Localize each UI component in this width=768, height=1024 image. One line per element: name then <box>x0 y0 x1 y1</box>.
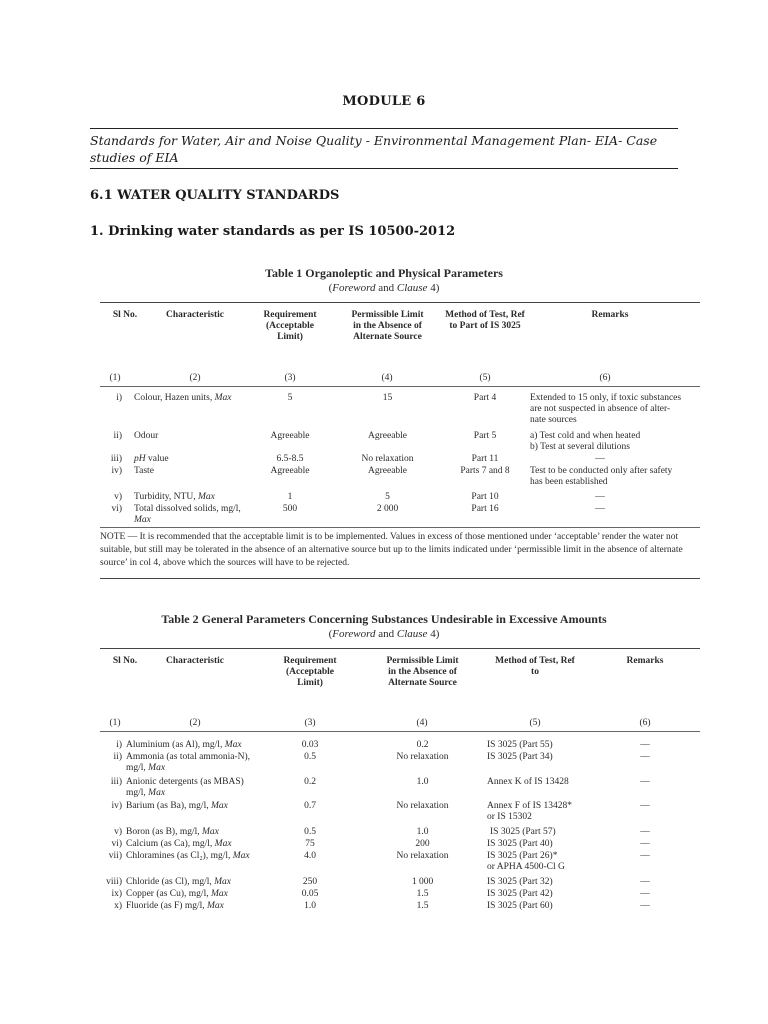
remarks: Test to be conducted only after safety has been established <box>530 466 673 487</box>
method: IS 3025 (Part 55) <box>487 740 553 750</box>
sl-number: iii) <box>110 454 122 464</box>
method: Annex F of IS 13428* or IS 15302 <box>487 801 572 822</box>
method: Part 16 <box>471 504 499 514</box>
sl-number: viii) <box>106 877 122 887</box>
remarks: — <box>595 504 605 514</box>
requirement: 0.05 <box>301 889 319 899</box>
module-subtitle: Standards for Water, Air and Noise Quality - Environmental Management Plan- EIA- Case studies of EIA <box>90 133 658 165</box>
table-1-subtitle: (Foreword and Clause 4) <box>328 282 440 294</box>
table-1-bottom-rule <box>100 578 700 579</box>
table-1-header-remarks: Remarks <box>591 310 629 320</box>
table-1-colnum: (4) <box>381 373 393 383</box>
table-2-header-sl: Sl No. <box>112 656 138 666</box>
subsection-heading: 1. Drinking water standards as per IS 10500-2012 <box>90 224 456 239</box>
table-1-header-characteristic: Characteristic <box>165 310 225 320</box>
characteristic: Total dissolved solids, mg/l, Max <box>134 504 241 525</box>
method: IS 3025 (Part 32) <box>487 877 553 887</box>
method: IS 3025 (Part 40) <box>487 839 553 849</box>
permissible: Agreeable <box>367 466 408 476</box>
sl-number: iv) <box>111 801 122 811</box>
table-2-colnum: (6) <box>639 718 651 728</box>
remarks: — <box>640 851 650 861</box>
requirement: Agreeable <box>270 431 310 441</box>
requirement: 0.5 <box>304 827 316 837</box>
remarks: — <box>640 827 650 837</box>
remarks: Extended to 15 only, if toxic substances are not suspected in absence of alter- nate sources <box>530 393 682 425</box>
table-2-colnum: (4) <box>416 718 428 728</box>
requirement: 75 <box>305 839 315 849</box>
permissible: 1.0 <box>416 777 429 787</box>
permissible: 0.2 <box>416 740 429 750</box>
table-1-note: NOTE — It is recommended that the acceptable limit is to be implemented. Values in excess of those mentioned under ‘acceptable’ render the water not suitable, but still may be tolerated in the absence of an alternative source but up to the limits indicated under ‘permissible limit in the absence of alternate source’ in col 4, above which the sources will have to be rejected. <box>100 532 683 568</box>
table-2-header-remarks: Remarks <box>626 656 664 666</box>
method: IS 3025 (Part 42) <box>487 889 553 899</box>
characteristic: Aluminium (as Al), mg/l, Max <box>126 740 242 750</box>
sl-number: ii) <box>113 752 122 762</box>
method: Part 10 <box>471 492 499 502</box>
requirement: 6.5-8.5 <box>276 454 304 464</box>
requirement: 0.2 <box>304 777 316 787</box>
requirement: 4.0 <box>304 851 316 861</box>
characteristic: Odour <box>134 431 159 441</box>
characteristic: Taste <box>134 466 154 476</box>
sl-number: vi) <box>111 504 122 514</box>
requirement: 0.5 <box>304 752 316 762</box>
remarks: — <box>595 454 605 464</box>
sl-number: iii) <box>110 777 122 787</box>
method: IS 3025 (Part 60) <box>487 901 553 911</box>
permissible: No relaxation <box>396 851 449 861</box>
sl-number: vii) <box>108 851 122 861</box>
method: Part 11 <box>471 454 499 464</box>
permissible: 15 <box>382 393 393 403</box>
table-2-header-method: Method of Test, Ref to <box>495 656 575 677</box>
characteristic: Chloramines (as Cl₂), mg/l, Max <box>126 851 250 861</box>
table-2-colnum: (3) <box>304 718 316 728</box>
permissible: 5 <box>385 492 390 502</box>
requirement: 250 <box>302 877 318 887</box>
requirement: 1.0 <box>304 901 316 911</box>
permissible: 2 000 <box>376 504 399 514</box>
requirement: 500 <box>282 504 298 514</box>
remarks: — <box>640 740 650 750</box>
permissible: 1 000 <box>411 877 434 887</box>
permissible: No relaxation <box>396 801 449 811</box>
module-title: MODULE 6 <box>342 94 426 109</box>
characteristic: pH value <box>134 454 169 464</box>
remarks: — <box>640 877 650 887</box>
permissible: 200 <box>415 839 430 849</box>
table-1-colnum: (3) <box>284 373 296 383</box>
method: Parts 7 and 8 <box>460 466 510 476</box>
table-1-header-sl: Sl No. <box>112 310 138 320</box>
table-1-header-method: Method of Test, Ref to Part of IS 3025 <box>445 310 525 331</box>
table-1-header-rule <box>100 386 700 387</box>
remarks: — <box>595 492 605 502</box>
requirement: 0.7 <box>304 801 316 811</box>
method: IS 3025 (Part 57) <box>490 827 556 837</box>
characteristic: Barium (as Ba), mg/l, Max <box>126 801 228 811</box>
table-2-colnum: (2) <box>189 718 201 728</box>
table-2-header-characteristic: Characteristic <box>165 656 225 666</box>
table-1-rule <box>100 302 700 303</box>
characteristic: Anionic detergents (as MBAS) mg/l, Max <box>126 777 244 798</box>
remarks: a) Test cold and when heated b) Test at several dilutions <box>530 431 641 452</box>
requirement: 1 <box>287 492 293 502</box>
permissible: 1.5 <box>416 889 429 899</box>
table-1-colnum: (5) <box>479 373 491 383</box>
requirement: Agreeable <box>270 466 310 476</box>
permissible: Agreeable <box>367 431 408 441</box>
sl-number: vi) <box>111 839 122 849</box>
section-heading: 6.1 WATER QUALITY STANDARDS <box>90 188 340 203</box>
permissible: No relaxation <box>361 454 414 464</box>
table-1-colnum: (1) <box>109 373 121 383</box>
remarks: — <box>640 752 650 762</box>
characteristic: Copper (as Cu), mg/l, Max <box>126 889 228 899</box>
permissible: No relaxation <box>396 752 449 762</box>
remarks: — <box>640 777 650 787</box>
method: IS 3025 (Part 34) <box>487 752 553 762</box>
table-2-header-requirement: Requirement (Acceptable Limit) <box>283 656 337 688</box>
table-2-subtitle: (Foreword and Clause 4) <box>328 628 440 640</box>
divider-top <box>90 128 678 129</box>
characteristic: Colour, Hazen units, Max <box>134 393 232 403</box>
remarks: — <box>640 801 650 811</box>
requirement: 0.03 <box>301 740 319 750</box>
sl-number: v) <box>114 827 122 837</box>
table-2-header-rule <box>100 731 700 732</box>
characteristic: Calcium (as Ca), mg/l, Max <box>126 839 232 849</box>
remarks: — <box>640 839 650 849</box>
divider-bottom <box>90 168 678 169</box>
table-1-colnum: (2) <box>189 373 201 383</box>
sl-number: v) <box>114 492 122 502</box>
characteristic: Boron (as B), mg/l, Max <box>126 827 219 837</box>
requirement: 5 <box>287 393 293 403</box>
sl-number: ii) <box>113 431 122 441</box>
table-1-colnum: (6) <box>599 373 611 383</box>
method: Part 5 <box>473 431 497 441</box>
table-1-title: Table 1 Organoleptic and Physical Parameters <box>265 266 503 280</box>
remarks: — <box>640 901 650 911</box>
table-2-rule <box>100 648 700 649</box>
sl-number: iv) <box>111 466 122 476</box>
table-1-header-permissible: Permissible Limit in the Absence of Alternate Source <box>351 310 424 342</box>
table-2-header-permissible: Permissible Limit in the Absence of Alternate Source <box>386 656 459 688</box>
permissible: 1.0 <box>416 827 429 837</box>
remarks: — <box>640 889 650 899</box>
table-2-colnum: (1) <box>109 718 121 728</box>
characteristic: Fluoride (as F) mg/l, Max <box>126 901 224 911</box>
table-2-title: Table 2 General Parameters Concerning Substances Undesirable in Excessive Amounts <box>161 612 607 626</box>
table-1-header-requirement: Requirement (Acceptable Limit) <box>263 310 317 342</box>
table-2-colnum: (5) <box>529 718 541 728</box>
table-1-note-rule <box>100 527 700 528</box>
sl-number: x) <box>114 901 122 911</box>
sl-number: i) <box>116 393 122 403</box>
method: IS 3025 (Part 26)* or APHA 4500-Cl G <box>487 851 565 872</box>
sl-number: i) <box>116 740 122 750</box>
sl-number: ix) <box>111 889 122 899</box>
permissible: 1.5 <box>416 901 429 911</box>
characteristic: Ammonia (as total ammonia-N), mg/l, Max <box>126 752 250 773</box>
method: Annex K of IS 13428 <box>487 777 569 787</box>
characteristic: Chloride (as Cl), mg/l, Max <box>126 877 232 887</box>
characteristic: Turbidity, NTU, Max <box>134 492 215 502</box>
method: Part 4 <box>473 393 497 403</box>
